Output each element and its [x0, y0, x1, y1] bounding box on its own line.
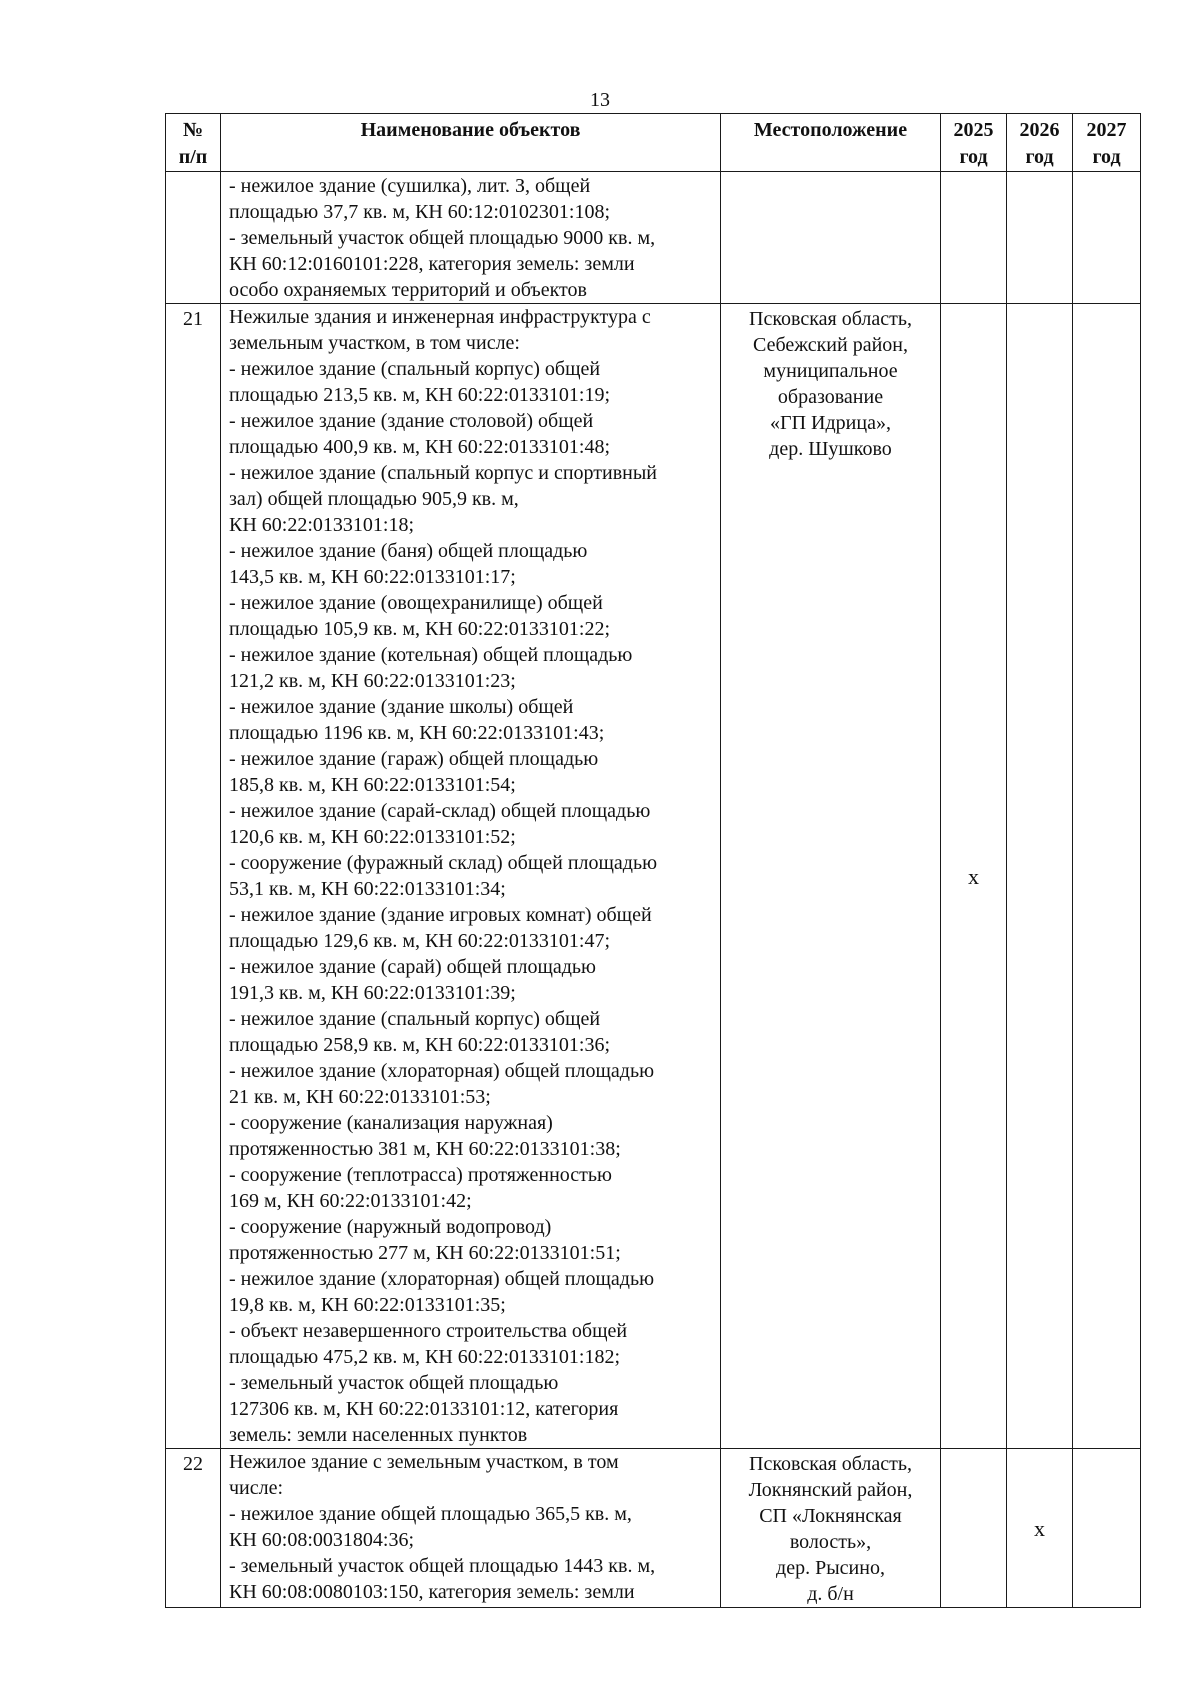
location-line: «ГП Идрица»,: [770, 412, 891, 434]
header-2026-year: 2026: [1019, 119, 1060, 141]
description-line: особо охраняемых территорий и объектов: [229, 279, 587, 301]
description-line: 143,5 кв. м, КН 60:22:0133101:17;: [229, 566, 516, 588]
description-line: 53,1 кв. м, КН 60:22:0133101:34;: [229, 878, 506, 900]
header-2027: [1073, 114, 1141, 172]
location-line: муниципальное: [763, 360, 898, 382]
header-2026: [1007, 114, 1073, 172]
description-line: - нежилое здание (хлораторная) общей площадью: [229, 1268, 655, 1290]
description-line: 21 кв. м, КН 60:22:0133101:53;: [229, 1086, 491, 1108]
page-number: 13: [590, 89, 610, 111]
description-line: протяженностью 277 м, КН 60:22:0133101:51;: [229, 1242, 621, 1264]
description-line: - нежилое здание (здание игровых комнат) общей: [229, 904, 652, 926]
description-line: КН 60:08:0031804:36;: [229, 1529, 415, 1551]
header-2025-word: год: [959, 146, 988, 168]
description-line: - нежилое здание (здание школы) общей: [229, 696, 574, 718]
description-line: КН 60:08:0080103:150, категория земель: земли: [229, 1581, 635, 1603]
mark-2025: х: [941, 304, 1007, 1449]
description-line: протяженностью 381 м, КН 60:22:0133101:38;: [229, 1138, 621, 1160]
description-line: - нежилое здание (спальный корпус и спортивный: [229, 462, 658, 484]
description-line: - нежилое здание (хлораторная) общей площадью: [229, 1060, 655, 1082]
description-line: 120,6 кв. м, КН 60:22:0133101:52;: [229, 826, 516, 848]
location-line: Псковская область,: [749, 1453, 912, 1475]
description-line: числе:: [229, 1477, 284, 1499]
description-line: - сооружение (фуражный склад) общей площадью: [229, 852, 658, 874]
description-line: КН 60:22:0133101:18;: [229, 514, 415, 536]
description-line: - земельный участок общей площадью: [229, 1372, 559, 1394]
mark-2025: [941, 172, 1007, 304]
description-line: - нежилое здание (сарай) общей площадью: [229, 956, 596, 978]
description-line: Нежилое здание с земельным участком, в том: [229, 1451, 619, 1473]
description-line: - сооружение (канализация наружная): [229, 1112, 553, 1134]
description-line: - земельный участок общей площадью 1443 кв. м,: [229, 1555, 656, 1577]
location-line: Локнянский район,: [748, 1479, 913, 1501]
row-number: [166, 172, 221, 304]
header-location: Местоположение: [721, 114, 941, 172]
description-line: - нежилое здание (овощехранилище) общей: [229, 592, 603, 614]
location-line: д. б/н: [807, 1583, 854, 1605]
description-line: земельным участком, в том числе:: [229, 332, 520, 354]
objects-table: [165, 113, 1141, 1608]
location-line: дер. Шушково: [769, 438, 892, 460]
description-line: - нежилое здание (здание столовой) общей: [229, 410, 594, 432]
location-line: Себежский район,: [753, 334, 908, 356]
location-line: Псковская область,: [749, 308, 912, 330]
row-number: 22: [166, 1449, 221, 1608]
description-line: площадью 105,9 кв. м, КН 60:22:0133101:22;: [229, 618, 611, 640]
description-line: КН 60:12:0160101:228, категория земель: земли: [229, 253, 635, 275]
mark-2026: [1007, 172, 1073, 304]
header-2027-year: 2027: [1086, 119, 1127, 141]
table-header-row: [166, 114, 1141, 172]
table-row: [166, 304, 1141, 1449]
description-line: площадью 213,5 кв. м, КН 60:22:0133101:19;: [229, 384, 611, 406]
description-line: - сооружение (наружный водопровод): [229, 1216, 552, 1238]
table-row: [166, 1449, 1141, 1608]
description-line: 19,8 кв. м, КН 60:22:0133101:35;: [229, 1294, 506, 1316]
object-description: [221, 1449, 721, 1608]
header-2026-word: год: [1025, 146, 1054, 168]
description-line: - нежилое здание (баня) общей площадью: [229, 540, 588, 562]
description-line: земель: земли населенных пунктов: [229, 1424, 528, 1446]
row-number: 21: [166, 304, 221, 1449]
table-row: [166, 172, 1141, 304]
mark-2026: [1007, 304, 1073, 1449]
object-description: [221, 304, 721, 1449]
object-location: [721, 1449, 941, 1608]
description-line: - нежилое здание (сушилка), лит. З, общей: [229, 175, 591, 197]
header-2027-word: год: [1092, 146, 1121, 168]
description-line: - объект незавершенного строительства общей: [229, 1320, 628, 1342]
description-line: - сооружение (теплотрасса) протяженностью: [229, 1164, 612, 1186]
description-line: - нежилое здание (гараж) общей площадью: [229, 748, 599, 770]
description-line: 127306 кв. м, КН 60:22:0133101:12, категория: [229, 1398, 619, 1420]
description-line: - земельный участок общей площадью 9000 кв. м,: [229, 227, 656, 249]
description-line: - нежилое здание (спальный корпус) общей: [229, 1008, 601, 1030]
description-line: площадью 37,7 кв. м, КН 60:12:0102301:108;: [229, 201, 611, 223]
object-description: [221, 172, 721, 304]
description-line: площадью 129,6 кв. м, КН 60:22:0133101:47;: [229, 930, 611, 952]
description-line: 121,2 кв. м, КН 60:22:0133101:23;: [229, 670, 516, 692]
description-line: - нежилое здание (котельная) общей площадью: [229, 644, 633, 666]
description-line: - нежилое здание (сарай-склад) общей площадью: [229, 800, 651, 822]
mark-2027: [1073, 172, 1141, 304]
description-line: Нежилые здания и инженерная инфраструктура с: [229, 306, 651, 328]
description-line: площадью 1196 кв. м, КН 60:22:0133101:43;: [229, 722, 605, 744]
header-name: Наименование объектов: [221, 114, 721, 172]
description-line: 191,3 кв. м, КН 60:22:0133101:39;: [229, 982, 516, 1004]
mark-2027: [1073, 304, 1141, 1449]
description-line: площадью 475,2 кв. м, КН 60:22:0133101:182;: [229, 1346, 621, 1368]
mark-2027: [1073, 1449, 1141, 1608]
description-line: - нежилое здание (спальный корпус) общей: [229, 358, 601, 380]
description-line: зал) общей площадью 905,9 кв. м,: [229, 488, 519, 510]
location-line: образование: [777, 386, 884, 408]
mark-2026: х: [1007, 1449, 1073, 1608]
location-line: дер. Рысино,: [776, 1557, 885, 1579]
header-2025-year: 2025: [953, 119, 994, 141]
object-location: [721, 172, 941, 304]
header-2025: [941, 114, 1007, 172]
mark-2025: [941, 1449, 1007, 1608]
description-line: 185,8 кв. м, КН 60:22:0133101:54;: [229, 774, 516, 796]
description-line: площадью 258,9 кв. м, КН 60:22:0133101:36;: [229, 1034, 611, 1056]
location-line: волость»,: [789, 1531, 872, 1553]
object-location: [721, 304, 941, 1449]
description-line: площадью 400,9 кв. м, КН 60:22:0133101:48;: [229, 436, 611, 458]
header-num: № п/п: [166, 114, 221, 172]
location-line: СП «Локнянская: [759, 1505, 902, 1527]
description-line: 169 м, КН 60:22:0133101:42;: [229, 1190, 472, 1212]
description-line: - нежилое здание общей площадью 365,5 кв. м,: [229, 1503, 632, 1525]
